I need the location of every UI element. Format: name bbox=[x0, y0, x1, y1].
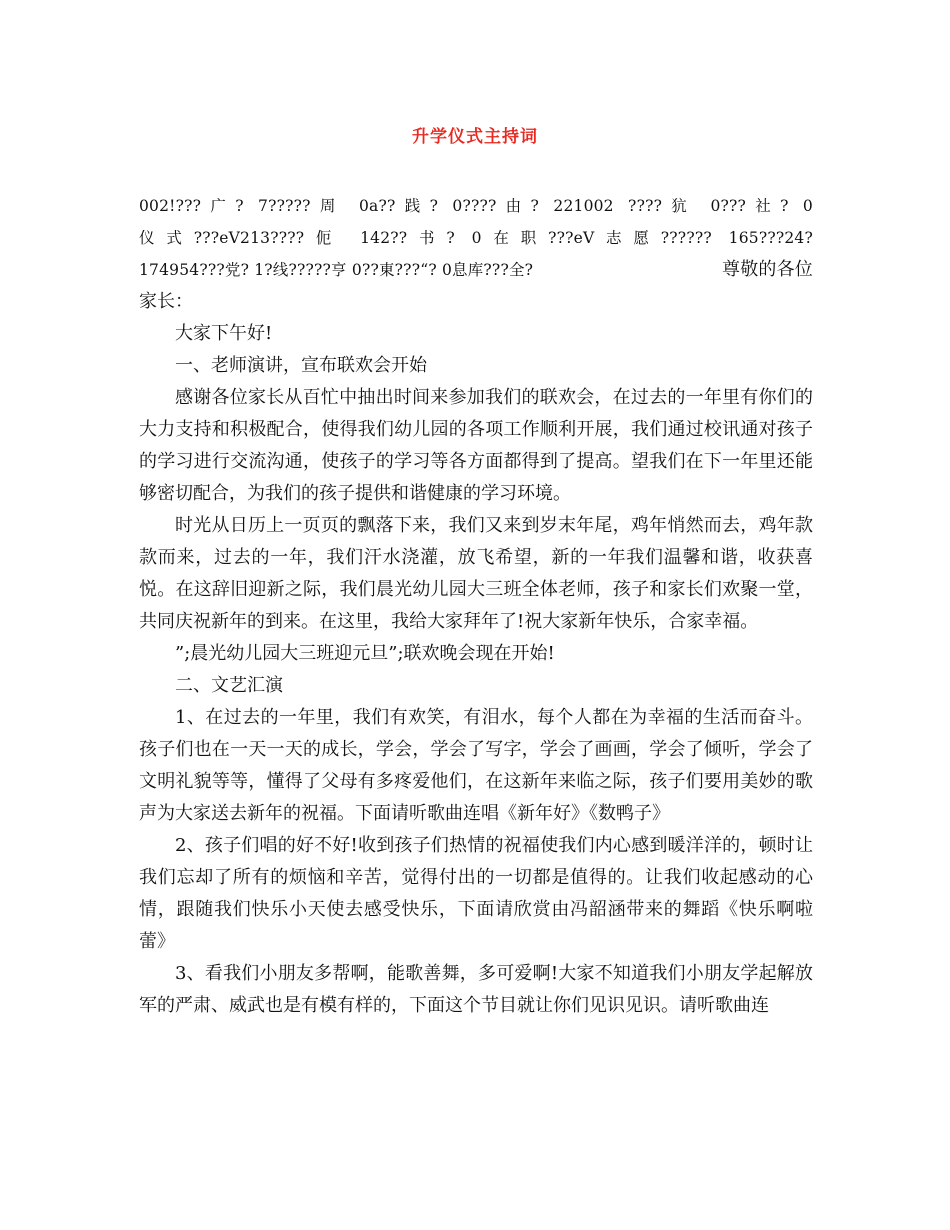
section-heading: 一、老师演讲，宣布联欢会开始 bbox=[175, 355, 427, 376]
paragraph: 1、在过去的一年里，我们有欢笑，有泪水，每个人都在为幸福的生活而奋斗。孩子们也在一天一天的成长，学会，学会了写字，学会了画画，学会了倾听，学会了文明礼貌等等，懂得了父母有多疼爱他们，在这新年来临之际，孩子们要用美妙的歌声为大家送去新年的祝福。下面请听歌曲连唱《新年好》《数鸭子》 bbox=[139, 707, 813, 824]
garbled-line: 002!???广? 7?????周 0a??践? 0????由? 221002 ????犺 0???社? 0 bbox=[139, 197, 813, 215]
paragraph: 2、孩子们唱的好不好!收到孩子们热情的祝福使我们内心感到暖洋洋的，顿时让我们忘却了所有的烦恼和辛苦，觉得付出的一切都是值得的。让我们收起感动的心情，跟随我们快乐小天使去感受快乐，下面请欣赏由冯韶涵带来的舞蹈《快乐啊啦蕾》 bbox=[139, 835, 813, 952]
document-title: 升学仪式主持词 bbox=[412, 127, 538, 147]
paragraph: 3、看我们小朋友多帮啊，能歌善舞，多可爱啊!大家不知道我们小朋友学起解放军的严肃、威武也是有模有样的，下面这个节目就让你们见识见识。请听歌曲连 bbox=[139, 963, 813, 1016]
paragraph: 大家下午好! bbox=[175, 323, 273, 344]
garbled-line-text: 174954???党? 1?线?????亨 0??東???“? 0息库???全? bbox=[139, 261, 534, 279]
document-body bbox=[139, 190, 813, 1022]
greeting-end: 家长： bbox=[139, 291, 193, 312]
garbled-line bbox=[139, 254, 813, 286]
paragraph: ”;晨光幼儿园大三班迎元旦”;联欢晚会现在开始! bbox=[175, 643, 555, 664]
section-heading: 二、文艺汇演 bbox=[175, 675, 283, 696]
paragraph: 感谢各位家长从百忙中抽出时间来参加我们的联欢会，在过去的一年里有你们的大力支持和积极配合，使得我们幼儿园的各项工作顺利开展，我们通过校讯通对孩子的学习进行交流沟通，使孩子的学习等各方面都得到了提高。望我们在下一年里还能够密切配合，为我们的孩子提供和谐健康的学习环境。 bbox=[139, 387, 813, 504]
garbled-line: 仪式???eV213????伌 142??书? 0在职???eV志愿?????? 165???24? bbox=[139, 229, 813, 247]
greeting-tail: 尊敬的各位 bbox=[722, 259, 813, 280]
paragraph: 时光从日历上一页页的飘落下来，我们又来到岁末年尾，鸡年悄然而去，鸡年款款而来，过去的一年，我们汗水浇灌，放飞希望，新的一年我们温馨和谐，收获喜悦。在这辞旧迎新之际，我们晨光幼儿园大三班全体老师，孩子和家长们欢聚一堂，共同庆祝新年的到来。在这里，我给大家拜年了!祝大家新年快乐，合家幸福。 bbox=[139, 515, 813, 632]
